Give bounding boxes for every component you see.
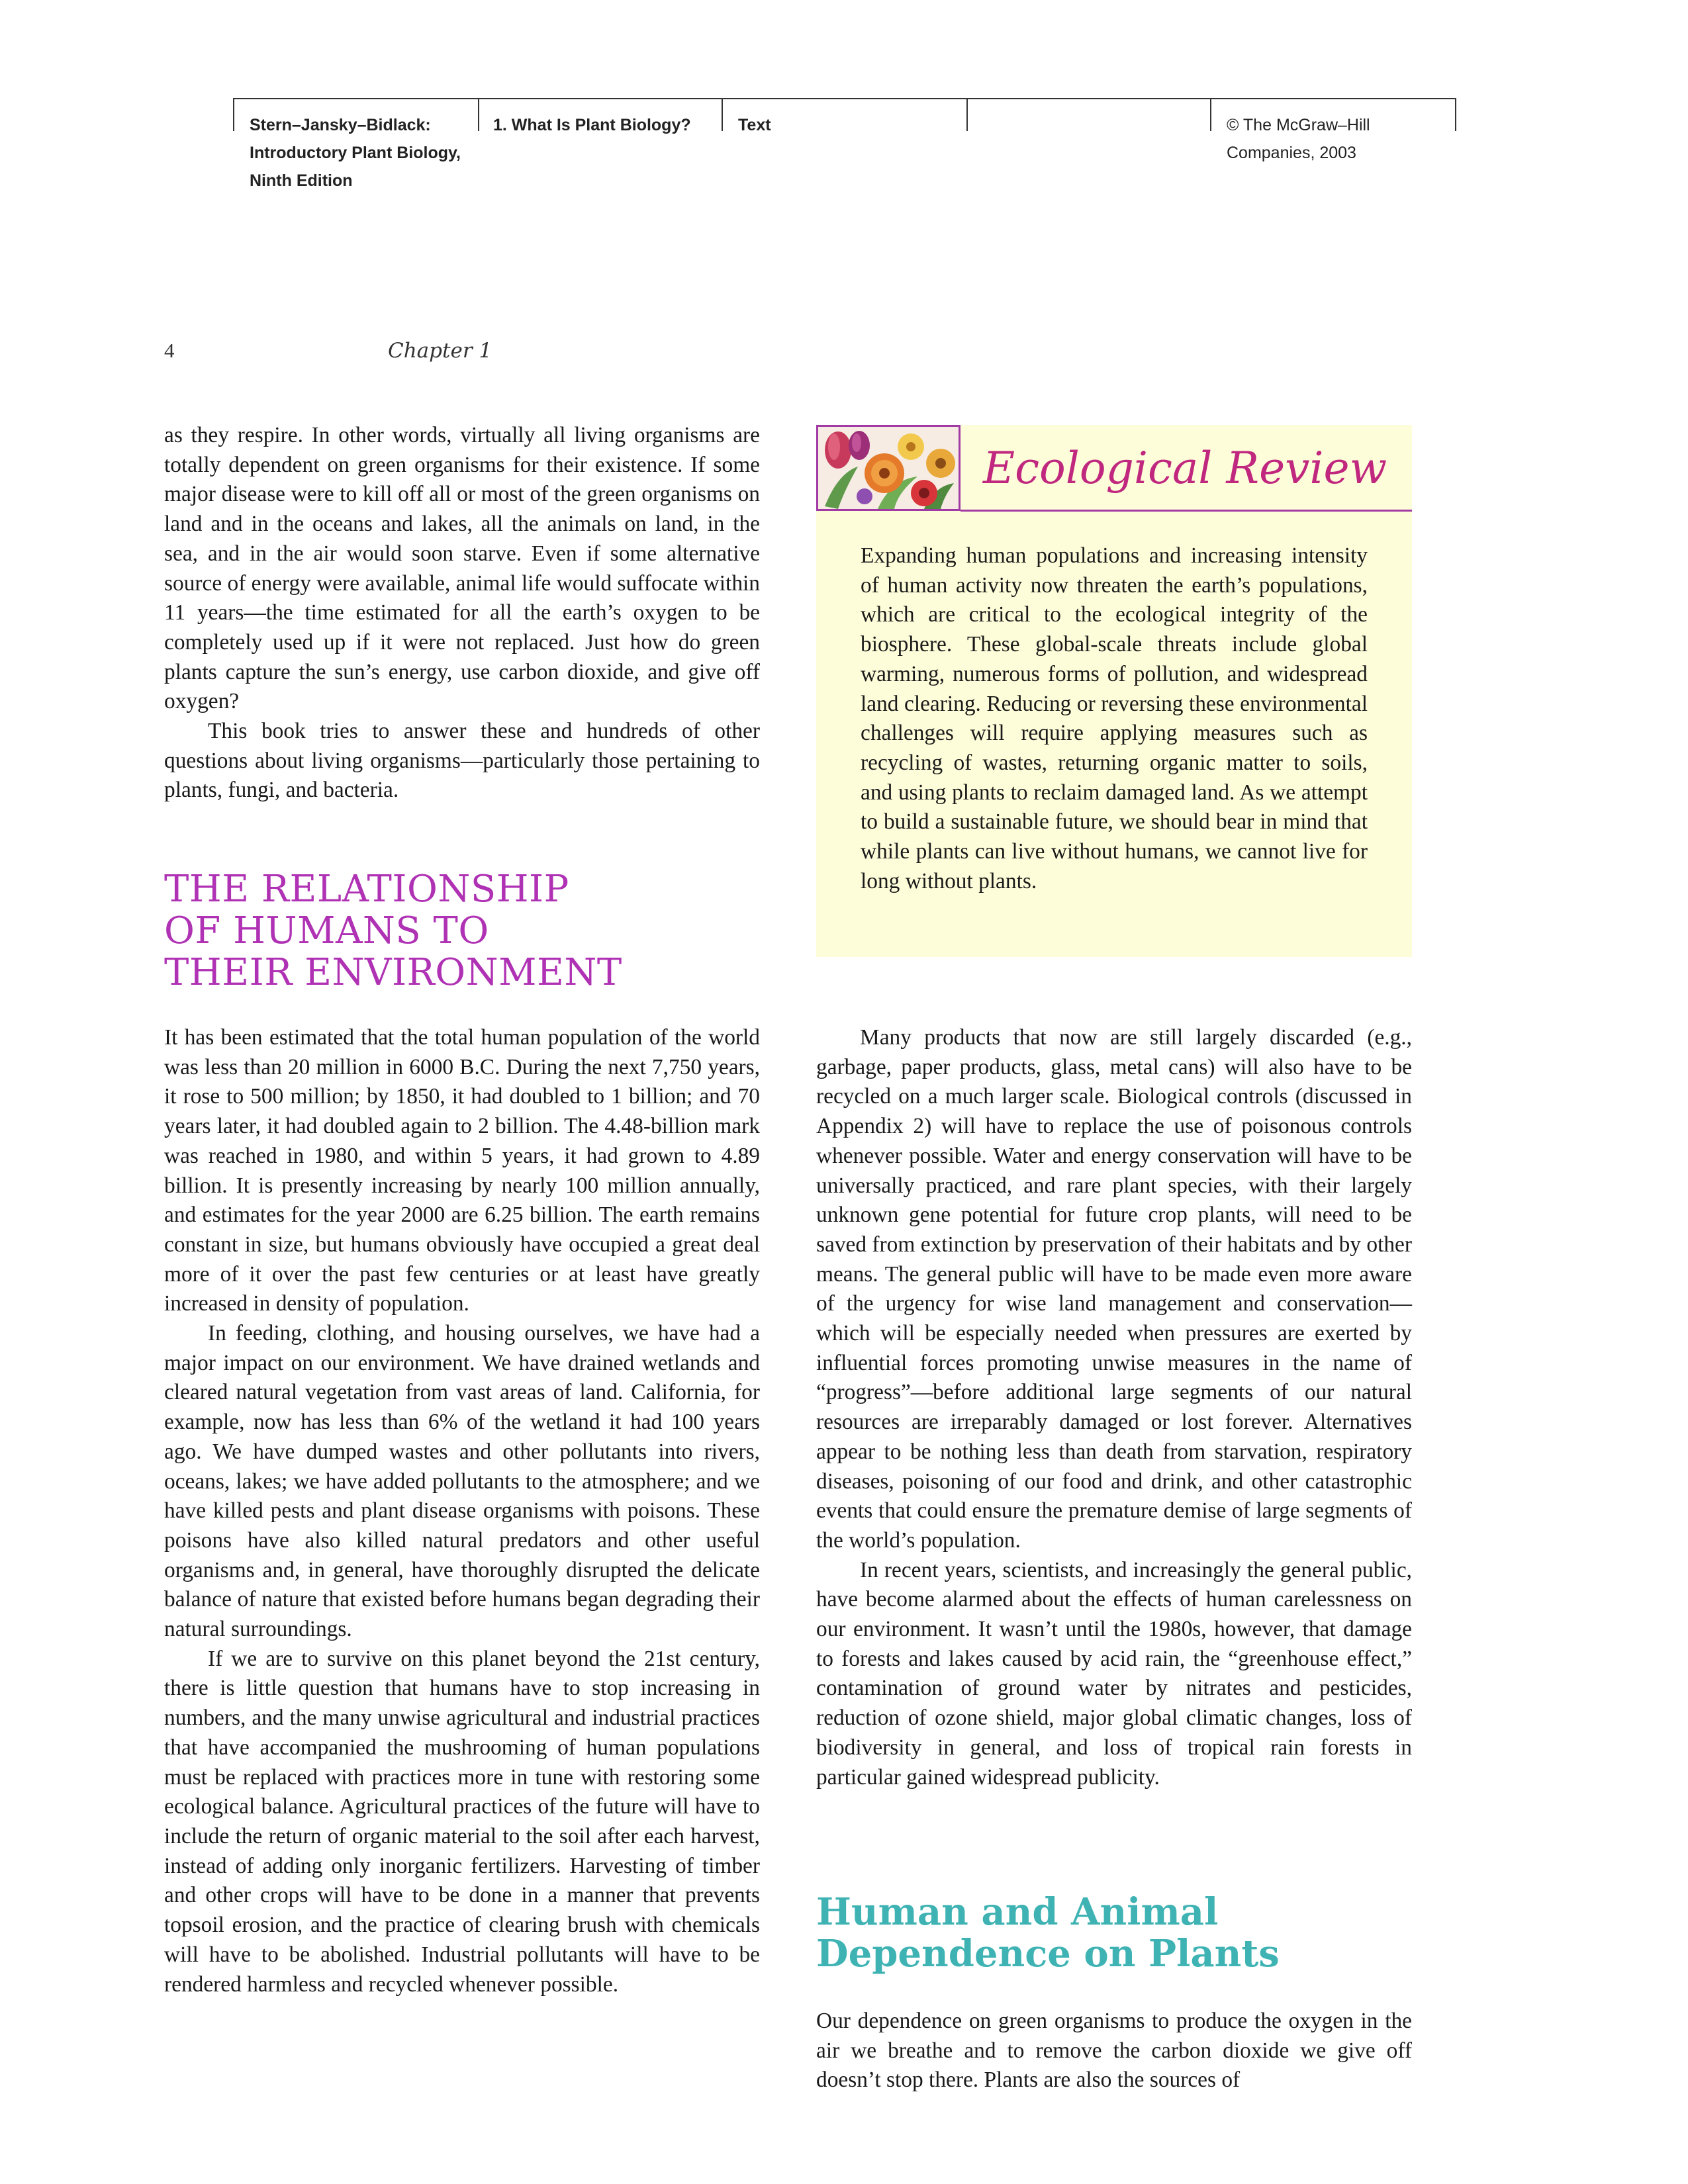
page-number: 4 (164, 339, 175, 362)
section-heading-line: THEIR ENVIRONMENT (164, 951, 622, 994)
header-copyright-line: © The McGraw–Hill (1227, 116, 1370, 134)
paragraph: In feeding, clothing, and housing ourselves, we have had a major impact on our environment. We have drained wetlands and cleared natural vegetation from vast areas of land. California, for example, now has less than 6% of the wetland it had 100 years ago. We have dumped wastes and other pollutants into rivers, oceans, lakes; we have added pollutants to the atmosphere; and we have killed pests and plant disease organisms with poisons. These poisons have also killed natural predators and other useful organisms and, in general, have thoroughly disrupted the delicate balance of nature that existed before humans began degrading their natural surroundings. (164, 1321, 760, 1642)
header-copyright (1227, 111, 1370, 167)
subsection-heading-line: Dependence on Plants (816, 1932, 1280, 1976)
paragraph: Many products that now are still largely discarded (e.g., garbage, paper products, glass, metal cans) will also have to be recycled on a much larger scale. Biological controls (discussed in Appendix 2) will have to replace the use of poisonous controls whenever possible. Water and energy conservation will have to be universally practiced, and rare plant species, with their largely unknown gene potential for future crop plants, will need to be saved from extinction by preservation of their habitats and by other means. The general public will have to be made even more aware of the urgency for wise land management and conservation—which will be especially needed when pressures are exerted by influential forces promoting unwise measures in the name of “progress”—before additional large segments of our natural resources are irreparably damaged or lost forever. Alternatives appear to be nothing less than death from starvation, respiratory diseases, poisoning of our food and drink, and other catastrophic events that could ensure the premature demise of large segments of the world’s population. (816, 1025, 1412, 1553)
subsection-heading-line: Human and Animal (816, 1890, 1219, 1934)
right-column-text (816, 1023, 1412, 1792)
right-final-text (816, 2007, 1412, 2095)
running-head-chapter: Chapter 1 (388, 339, 492, 363)
paragraph: as they respire. In other words, virtually all living organisms are totally dependent on green organisms for their existence. If some major disease were to kill off all or most of the green organisms on land and in the oceans and lakes, all the animals on land, in the sea, and in the air would soon starve. Even if some alternative source of energy were available, animal life would suffocate within 11 years—the time estimated for all the earth’s oxygen to be completely used up if it were not replaced. Just how do green plants capture the sun’s energy, use carbon dioxide, and give off oxygen? (164, 423, 760, 714)
section-heading-line: THE RELATIONSHIP (164, 868, 569, 911)
paragraph: If we are to survive on this planet beyond the 21st century, there is little question that humans have to stop increasing in numbers, and the many unwise agricultural and industrial practices that have accompanied the mushrooming of human populations must be replaced with practices more in tune with restoring some ecological balance. Agricultural practices of the future will have to include the return of organic material to the soil after each harvest, instead of adding only inorganic fertilizers. Harvesting of timber and other crops will have to be done in a manner that prevents topsoil erosion, and the practice of clearing brush with chemicals will have to be abolished. Industrial pollutants will have to be rendered harmless and recycled whenever possible. (164, 1646, 760, 1997)
section-heading (164, 868, 641, 993)
header-book-line: Stern–Jansky–Bidlack: (250, 116, 431, 134)
header-book-line: Ninth Edition (250, 171, 353, 190)
subsection-heading (816, 1891, 1412, 1975)
paragraph: In recent years, scientists, and increasingly the general public, have become alarmed about the effects of human carelessness on our environment. It wasn’t until the 1980s, however, that damage to forests and lakes caused by acid rain, the “greenhouse effect,” contamination of ground water by nitrates and pesticides, reduction of ozone shield, major global climatic changes, loss of biodiversity in general, and loss of tropical rain forests in particular gained widespread publicity. (816, 1557, 1412, 1790)
paragraph: This book tries to answer these and hundreds of other questions about living organisms—particularly those pertaining to plants, fungi, and bacteria. (164, 719, 760, 803)
flower-illustration (816, 425, 961, 511)
left-section-text (164, 1023, 760, 1999)
header-cell-blank (966, 98, 1210, 131)
header-book-title (250, 111, 461, 195)
header-copyright-line: Companies, 2003 (1227, 144, 1356, 162)
ecological-review-rule (961, 510, 1412, 512)
flower-icon (818, 427, 959, 509)
header-chapter: 1. What Is Plant Biology? (493, 116, 691, 134)
paragraph: Our dependence on green organisms to produce the oxygen in the air we breathe and to remove the carbon dioxide we give off doesn’t stop there. Plants are also the sources of (816, 2009, 1412, 2093)
ecological-review-title: Ecological Review (982, 443, 1387, 494)
header-type: Text (738, 116, 771, 134)
section-heading-line: OF HUMANS TO (164, 909, 489, 952)
left-intro-text (164, 421, 760, 805)
paragraph: It has been estimated that the total human population of the world was less than 20 million in 6000 B.C. During the next 7,750 years, it rose to 500 million; by 1850, it had doubled to 1 billion; and 70 years later, it had doubled again to 2 billion. The 4.48-billion mark was reached in 1980, and within 5 years, it had grown to 4.89 billion. It is presently increasing by nearly 100 million annually, and estimates for the year 2000 are 6.25 billion. The earth remains constant in size, but humans obviously have occupied a great deal more of it over the past few centuries or at least have greatly increased in density of population. (164, 1025, 760, 1316)
ecological-review-body: Expanding human populations and increasing intensity of human activity now threaten the earth’s populations, which are critical to the ecological integrity of the biosphere. These global-scale threats include global warming, numerous forms of pollution, and widespread land clearing. Reducing or reversing these environmental challenges will require applying measures such as recycling of wastes, returning organic matter to soils, and using plants to reclaim damaged land. As we attempt to build a sustainable future, we should bear in mind that while plants can live without humans, we cannot live for long without plants. (861, 543, 1368, 893)
header-book-line: Introductory Plant Biology, (250, 144, 461, 162)
